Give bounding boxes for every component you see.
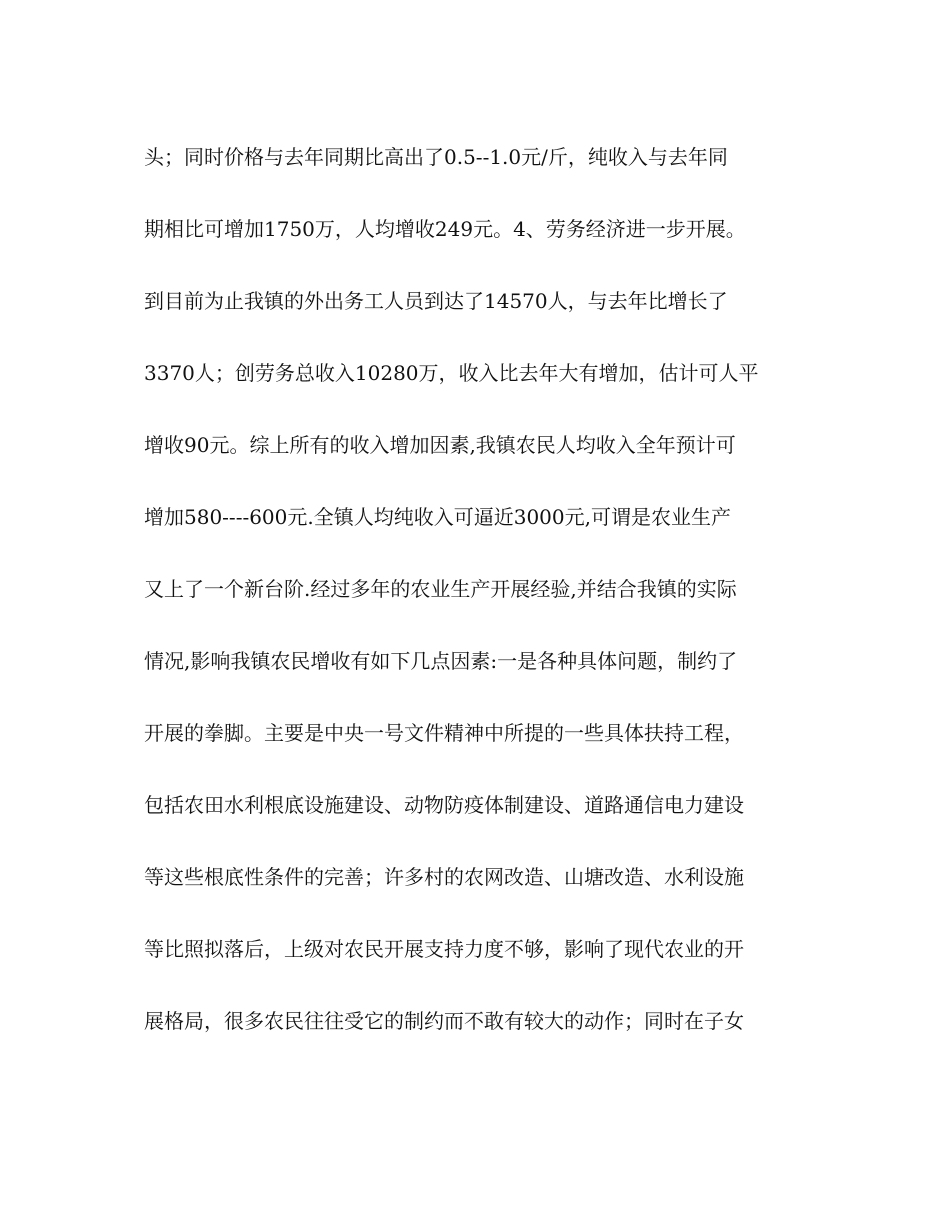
text-line: 开展的拳脚。主要是中央一号文件精神中所提的一些具体扶持工程， bbox=[144, 721, 744, 745]
text-line: 等这些根底性条件的完善；许多村的农网改造、山塘改造、水利设施 bbox=[144, 865, 744, 889]
text-line: 增收90元。综上所有的收入增加因素,我镇农民人均收入全年预计可 bbox=[144, 433, 736, 457]
text-line: 又上了一个新台阶.经过多年的农业生产开展经验,并结合我镇的实际 bbox=[144, 577, 737, 601]
text-line: 情况,影响我镇农民增收有如下几点因素:一是各种具体问题，制约了 bbox=[144, 649, 738, 673]
text-line: 头；同时价格与去年同期比高出了0.5--1.0元/斤，纯收入与去年同 bbox=[144, 145, 728, 169]
text-line: 等比照拟落后，上级对农民开展支持力度不够，影响了现代农业的开 bbox=[144, 937, 744, 961]
text-line: 增加580----600元.全镇人均纯收入可逼近3000元,可谓是农业生产 bbox=[144, 505, 731, 529]
text-line: 期相比可增加1750万，人均增收249元。4、劳务经济进一步开展。 bbox=[144, 217, 746, 241]
text-line: 3370人；创劳务总收入10280万，收入比去年大有增加，估计可人平 bbox=[144, 361, 759, 385]
text-line: 展格局，很多农民往往受它的制约而不敢有较大的动作；同时在子女 bbox=[144, 1009, 744, 1033]
text-line: 到目前为止我镇的外出务工人员到达了14570人，与去年比增长了 bbox=[144, 289, 728, 313]
body-text bbox=[144, 136, 804, 1072]
text-line: 包括农田水利根底设施建设、动物防疫体制建设、道路通信电力建设 bbox=[144, 793, 744, 817]
